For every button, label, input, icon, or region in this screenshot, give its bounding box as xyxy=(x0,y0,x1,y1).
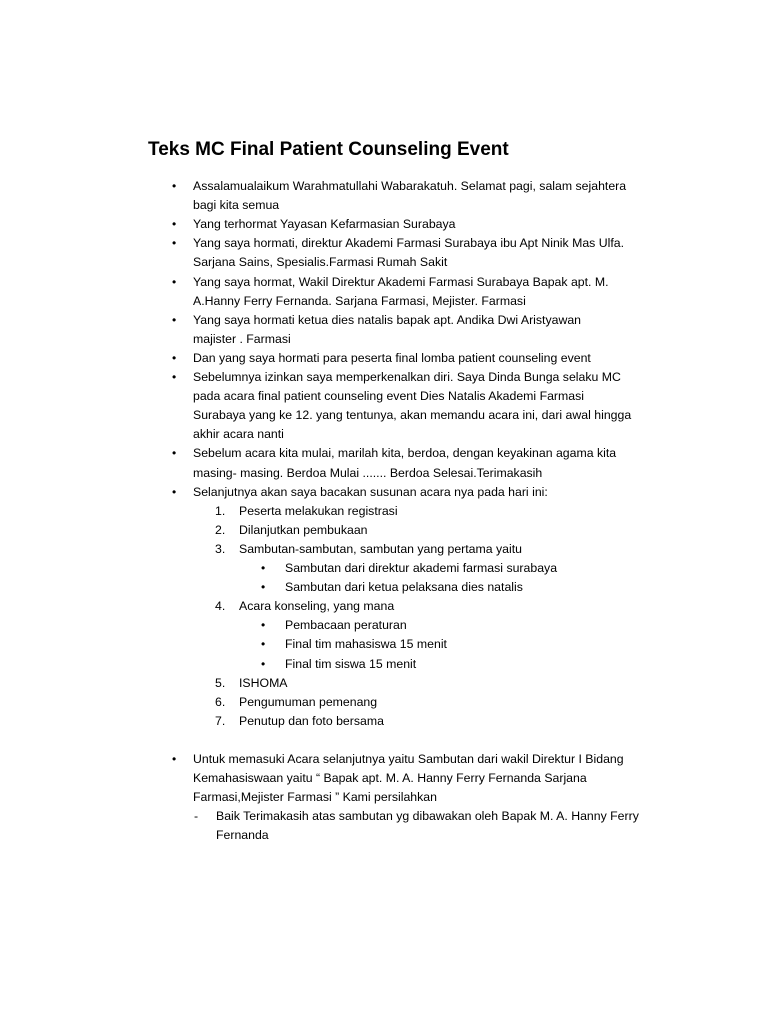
agenda-subitem-text: Pembacaan peraturan xyxy=(285,618,407,633)
agenda-subitem-text: Sambutan dari direktur akademi farmasi surabaya xyxy=(285,561,558,575)
bullet-item-text: Dan yang saya hormati para peserta final lomba patient counseling event xyxy=(193,350,591,365)
dash-item-text: Fernanda xyxy=(216,828,269,843)
agenda-number: 4. xyxy=(215,599,226,614)
bullet-item-text: A.Hanny Ferry Fernanda. Sarjana Farmasi, Mejister. Farmasi xyxy=(193,293,526,308)
bullet-item-text: Yang terhormat Yayasan Kefarmasian Surabaya xyxy=(193,217,456,232)
bullet-icon: • xyxy=(172,274,177,289)
bullet-item-text: Surabaya yang ke 12. yang tentunya, akan memandu acara ini, dari awal hingga xyxy=(193,408,632,423)
bullet-item-text: Selanjutnya akan saya bacakan susunan acara nya pada hari ini: xyxy=(193,484,548,499)
bullet-item-text: Sarjana Sains, Spesialis.Farmasi Rumah Sakit xyxy=(193,255,448,270)
bullet-icon: • xyxy=(172,217,177,232)
bullet-item-text: Yang saya hormati ketua dies natalis bapak apt. Andika Dwi Aristyawan xyxy=(193,312,582,327)
agenda-number: 5. xyxy=(215,675,226,690)
agenda-subitem-text: Final tim mahasiswa 15 menit xyxy=(285,637,447,652)
bullet-icon: • xyxy=(261,618,266,633)
bullet-icon: • xyxy=(172,179,177,193)
closing-bullet-text: Kemahasiswaan yaitu “ Bapak apt. M. A. Hanny Ferry Fernanda Sarjana xyxy=(193,771,587,786)
agenda-number: 1. xyxy=(215,503,226,518)
agenda-item-text: Acara konseling, yang mana xyxy=(239,599,395,614)
dash-item-text: Baik Terimakasih atas sambutan yg dibawakan oleh Bapak M. A. Hanny Ferry xyxy=(216,809,639,824)
agenda-item-text: Pengumuman pemenang xyxy=(239,694,378,709)
bullet-icon: • xyxy=(172,484,177,499)
bullet-icon: • xyxy=(172,312,177,327)
bullet-item-text: pada acara final patient counseling event Dies Natalis Akademi Farmasi xyxy=(193,389,584,404)
closing-bullet-text: Untuk memasuki Acara selanjutnya yaitu Sambutan dari wakil Direktur I Bidang xyxy=(193,752,624,766)
bullet-icon: • xyxy=(261,580,266,595)
closing-bullet-text: Farmasi,Mejister Farmasi ” Kami persilahkan xyxy=(193,790,437,805)
bullet-icon: • xyxy=(172,350,177,365)
agenda-item-text: Dilanjutkan pembukaan xyxy=(239,522,368,537)
agenda-item-text: ISHOMA xyxy=(239,675,288,690)
bullet-icon: • xyxy=(261,656,266,671)
bullet-icon: • xyxy=(172,752,177,766)
bullet-item-text: masing- masing. Berdoa Mulai ....... Berdoa Selesai.Terimakasih xyxy=(193,465,543,480)
bullet-icon: • xyxy=(261,637,266,652)
bullet-item-text: Yang saya hormat, Wakil Direktur Akademi Farmasi Surabaya Bapak apt. M. xyxy=(193,274,609,289)
bullet-item-text: akhir acara nanti xyxy=(193,427,284,442)
agenda-number: 2. xyxy=(215,522,226,537)
bullet-item-text: Yang saya hormati, direktur Akademi Farmasi Surabaya ibu Apt Ninik Mas Ulfa. xyxy=(193,236,625,251)
agenda-item-text: Peserta melakukan registrasi xyxy=(239,503,398,518)
bullet-icon: • xyxy=(172,446,177,461)
bullet-item-text: Sebelum acara kita mulai, marilah kita, berdoa, dengan keyakinan agama kita xyxy=(193,446,617,461)
bullet-item-text: majister . Farmasi xyxy=(193,331,291,346)
agenda-subitem-text: Final tim siswa 15 menit xyxy=(285,656,417,671)
bullet-item-text: bagi kita semua xyxy=(193,198,280,213)
agenda-item-text: Sambutan-sambutan, sambutan yang pertama yaitu xyxy=(239,541,522,556)
bullet-item-text: Assalamualaikum Warahmatullahi Wabarakatuh. Selamat pagi, salam sejahtera xyxy=(193,179,627,193)
agenda-number: 7. xyxy=(215,713,226,728)
bullet-item-text: Sebelumnya izinkan saya memperkenalkan diri. Saya Dinda Bunga selaku MC xyxy=(193,370,621,384)
agenda-number: 3. xyxy=(215,541,226,556)
agenda-subitem-text: Sambutan dari ketua pelaksana dies natalis xyxy=(285,580,523,595)
agenda-item-text: Penutup dan foto bersama xyxy=(239,713,384,728)
bullet-icon: • xyxy=(172,370,177,384)
dash-marker: - xyxy=(194,809,199,824)
page-title: Teks MC Final Patient Counseling Event xyxy=(148,139,509,160)
bullet-icon: • xyxy=(261,561,266,575)
bullet-icon: • xyxy=(172,236,177,251)
agenda-number: 6. xyxy=(215,694,226,709)
